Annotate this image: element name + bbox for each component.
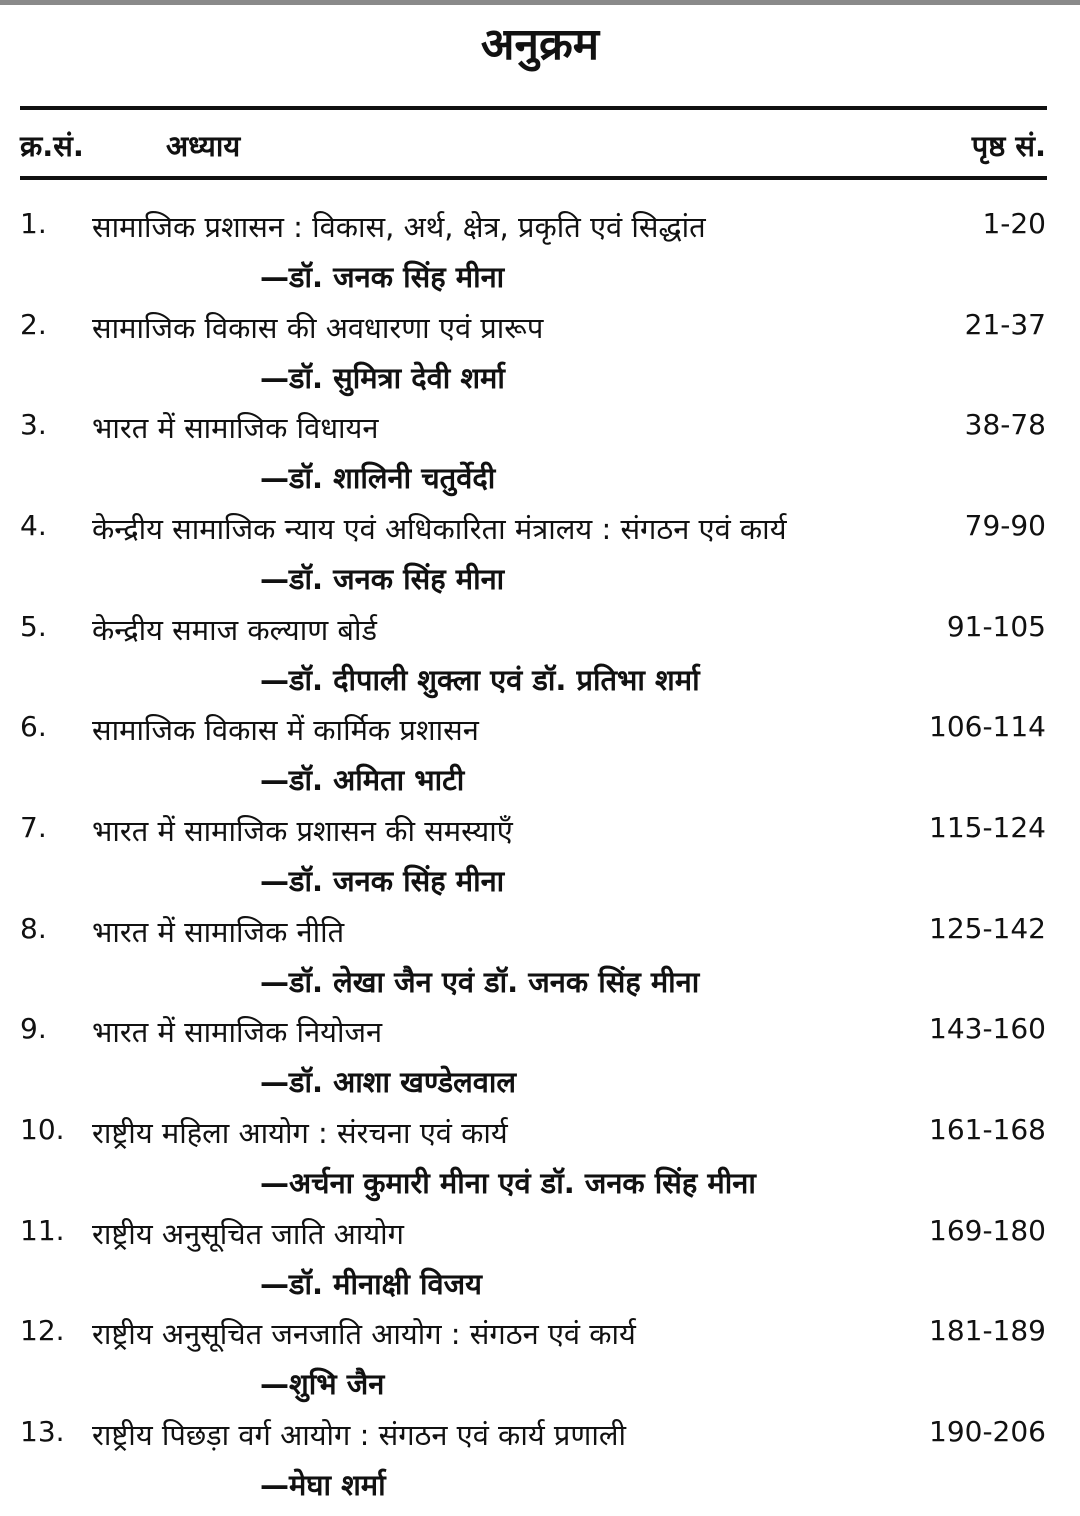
toc-entry — [0, 1314, 1080, 1414]
entry-title: भारत में सामाजिक विधायन — [92, 411, 379, 446]
header-top-rule — [20, 106, 1047, 110]
entry-pages: 143-160 — [929, 1012, 1046, 1046]
entry-number: 8. — [20, 911, 47, 945]
entry-number: 3. — [20, 408, 47, 442]
entry-number: 2. — [20, 307, 47, 341]
entry-author: —डॉ. दीपाली शुक्ला एवं डॉ. प्रतिभा शर्मा — [260, 662, 700, 697]
top-edge — [0, 0, 1080, 5]
entry-title: केन्द्रीय सामाजिक न्याय एवं अधिकारिता मंत्रालय : संगठन एवं कार्य — [92, 512, 787, 546]
entry-title: राष्ट्रीय पिछड़ा वर्ग आयोग : संगठन एवं कार्य प्रणाली — [92, 1418, 627, 1453]
toc-entry — [0, 1415, 1080, 1515]
toc-entry — [0, 710, 1080, 810]
toc-entry — [0, 1214, 1080, 1314]
entry-title: सामाजिक विकास की अवधारणा एवं प्रारूप — [92, 310, 544, 345]
toc-entry — [0, 610, 1080, 710]
entry-title: भारत में सामाजिक नियोजन — [92, 1015, 383, 1050]
entry-title: भारत में सामाजिक प्रशासन की समस्याएँ — [92, 814, 513, 849]
entry-pages: 38-78 — [964, 408, 1046, 442]
toc-entry — [0, 308, 1080, 408]
toc-entry — [0, 207, 1080, 307]
entry-author: —डॉ. मीनाक्षी विजय — [260, 1266, 482, 1301]
header-chapter: अध्याय — [166, 129, 241, 163]
entry-pages: 161-168 — [929, 1113, 1046, 1147]
entry-author: —अर्चना कुमारी मीना एवं डॉ. जनक सिंह मीना — [260, 1166, 756, 1201]
entry-pages: 125-142 — [929, 911, 1046, 945]
entry-number: 13. — [20, 1415, 65, 1449]
entry-number: 5. — [20, 609, 47, 643]
entry-number: 1. — [20, 207, 47, 240]
entry-title: राष्ट्रीय अनुसूचित जनजाति आयोग : संगठन एवं कार्य — [92, 1317, 636, 1352]
entry-number: 7. — [20, 811, 47, 845]
entry-pages: 190-206 — [929, 1415, 1046, 1449]
entry-title: राष्ट्रीय महिला आयोग : संरचना एवं कार्य — [92, 1116, 508, 1151]
entry-number: 6. — [20, 710, 47, 744]
header-bottom-rule — [20, 176, 1047, 180]
entry-title: भारत में सामाजिक नीति — [92, 914, 345, 949]
entry-author: —डॉ. जनक सिंह मीना — [260, 562, 505, 596]
entry-author: —डॉ. जनक सिंह मीना — [260, 260, 505, 294]
entry-pages: 106-114 — [929, 710, 1046, 744]
header-serial: क्र.सं. — [20, 129, 84, 163]
entry-number: 10. — [20, 1113, 65, 1147]
toc-entry — [0, 811, 1080, 911]
entry-author: —डॉ. आशा खण्डेलवाल — [260, 1065, 517, 1100]
entry-pages: 79-90 — [964, 509, 1046, 542]
entry-number: 4. — [20, 509, 47, 542]
entry-pages: 91-105 — [946, 609, 1046, 643]
entry-number: 9. — [20, 1012, 47, 1046]
entry-author: —मेघा शर्मा — [260, 1468, 386, 1503]
toc-entry — [0, 509, 1080, 609]
header-page: पृष्ठ सं. — [971, 129, 1046, 163]
entry-pages: 1-20 — [982, 207, 1046, 240]
entry-title: केन्द्रीय समाज कल्याण बोर्ड — [92, 612, 378, 647]
entry-pages: 181-189 — [929, 1314, 1046, 1348]
toc-entry — [0, 912, 1080, 1012]
entry-pages: 21-37 — [964, 307, 1046, 341]
entry-author: —डॉ. जनक सिंह मीना — [260, 864, 505, 899]
entry-pages: 169-180 — [929, 1213, 1046, 1247]
toc-entry — [0, 408, 1080, 508]
entry-author: —डॉ. सुमित्रा देवी शर्मा — [260, 360, 505, 395]
entry-title: सामाजिक प्रशासन : विकास, अर्थ, क्षेत्र, प्रकृति एवं सिद्धांत — [92, 210, 706, 244]
entry-author: —डॉ. अमिता भाटी — [260, 763, 465, 798]
entry-number: 12. — [20, 1314, 65, 1348]
entry-author: —डॉ. शालिनी चतुर्वेदी — [260, 461, 496, 496]
entry-number: 11. — [20, 1213, 65, 1247]
page-title: अनुक्रम — [480, 19, 600, 70]
entry-title: राष्ट्रीय अनुसूचित जाति आयोग — [92, 1216, 404, 1251]
entry-author: —डॉ. लेखा जैन एवं डॉ. जनक सिंह मीना — [260, 964, 700, 999]
entry-author: —शुभि जैन — [260, 1367, 385, 1402]
toc-entry — [0, 1012, 1080, 1112]
toc-entry — [0, 1113, 1080, 1213]
entry-pages: 115-124 — [929, 811, 1046, 845]
entry-title: सामाजिक विकास में कार्मिक प्रशासन — [92, 713, 479, 748]
